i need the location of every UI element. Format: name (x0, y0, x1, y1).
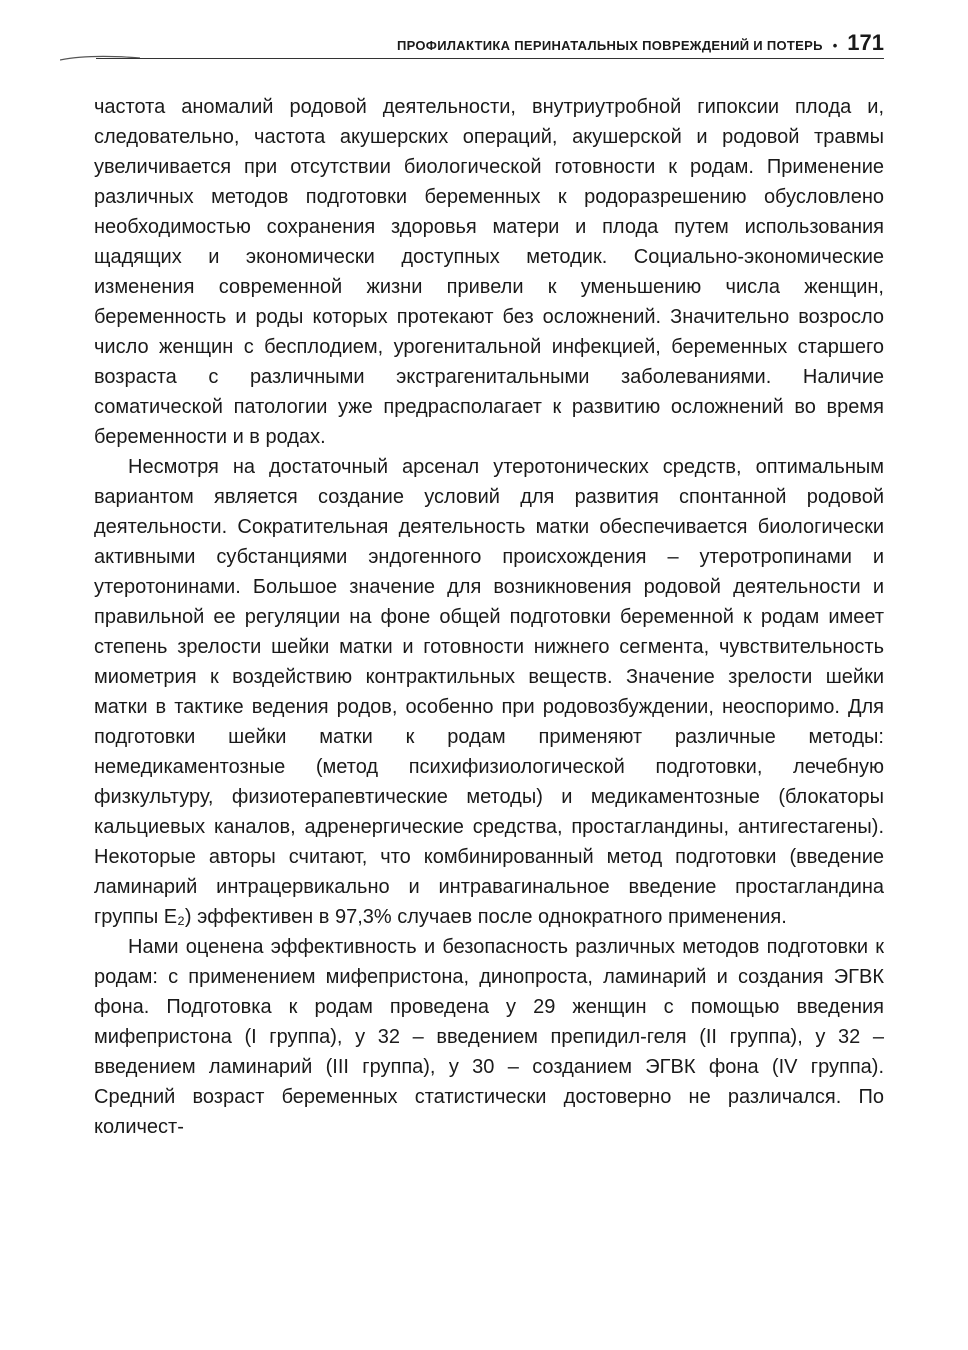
header-rule (96, 58, 884, 59)
header-rule-flourish (60, 52, 140, 62)
paragraph-3: Нами оценена эффективность и безопасность различных методов подготовки к родам: с применением мифепристона, динопроста, ламинарий и создания ЭГВК фона. Подготовка к родам проведена у 29 женщин с помощью введения мифепристона (I группа), у 32 – введением препидил-геля (II группа), у 32 – введением ламинарий (III группа), у 30 – созданием ЭГВК фона (IV группа). Средний возраст беременных статистически достоверно не различался. По количест- (94, 936, 884, 1138)
paragraph-1: частота аномалий родовой деятельности, внутриутробной гипоксии плода и, следовательно, частота акушерских операций, акушерской и родовой травмы увеличивается при отсутствии биологической готовности к родам. Применение различных методов подготовки беременных к родоразрешению обусловлено необходимостью сохранения здоровья матери и плода путем использования щадящих и экономически доступных методик. Социально-экономические изменения современной жизни привели к уменьшению числа женщин, беременность и роды которых протекают без осложнений. Значительно возросло число женщин с бесплодием, урогенитальной инфекцией, беременных старшего возраста с различными экстрагенитальными заболеваниями. Наличие соматической патологии уже предрасполагает к развитию осложнений во время беременности и в родах. (94, 96, 884, 448)
running-head-title: ПРОФИЛАКТИКА ПЕРИНАТАЛЬНЫХ ПОВРЕЖДЕНИЙ И ПОТЕРЬ (396, 38, 823, 53)
body-text (94, 92, 884, 1142)
running-head-separator: • (832, 38, 838, 53)
running-head (96, 30, 884, 60)
paragraph-2: Несмотря на достаточный арсенал утеротонических средств, оптимальным вариантом является создание условий для развития спонтанной родовой деятельности. Сократительная деятельность матки обеспечивается биологически активными субстанциями эндогенного происхождения – утеротропинами и утеротонинами. Большое значение для возникновения родовой деятельности и правильной ее регуляции на фоне общей подготовки беременной к родам имеет степень зрелости шейки матки и готовности нижнего сегмента, чувствительность миометрия к воздействию контрактильных веществ. Значение зрелости шейки матки в тактике ведения родов, особенно при родовозбуждении, неоспоримо. Для подготовки шейки матки к родам применяют различные методы: немедикаментозные (метод психифизиологической подготовки, лечебную физкультуру, физиотерапевтические методы) и медикаментозные (блокаторы кальциевых каналов, адренергические средства, простагландины, антигестагены). Некоторые авторы считают, что комбинированный метод подготовки (введение ламинарий интрацервикально и интравагинальное введение простагландина группы E₂) эффективен в 97,3% случаев после однократного применения. (94, 456, 884, 928)
page-number: 171 (847, 30, 884, 55)
